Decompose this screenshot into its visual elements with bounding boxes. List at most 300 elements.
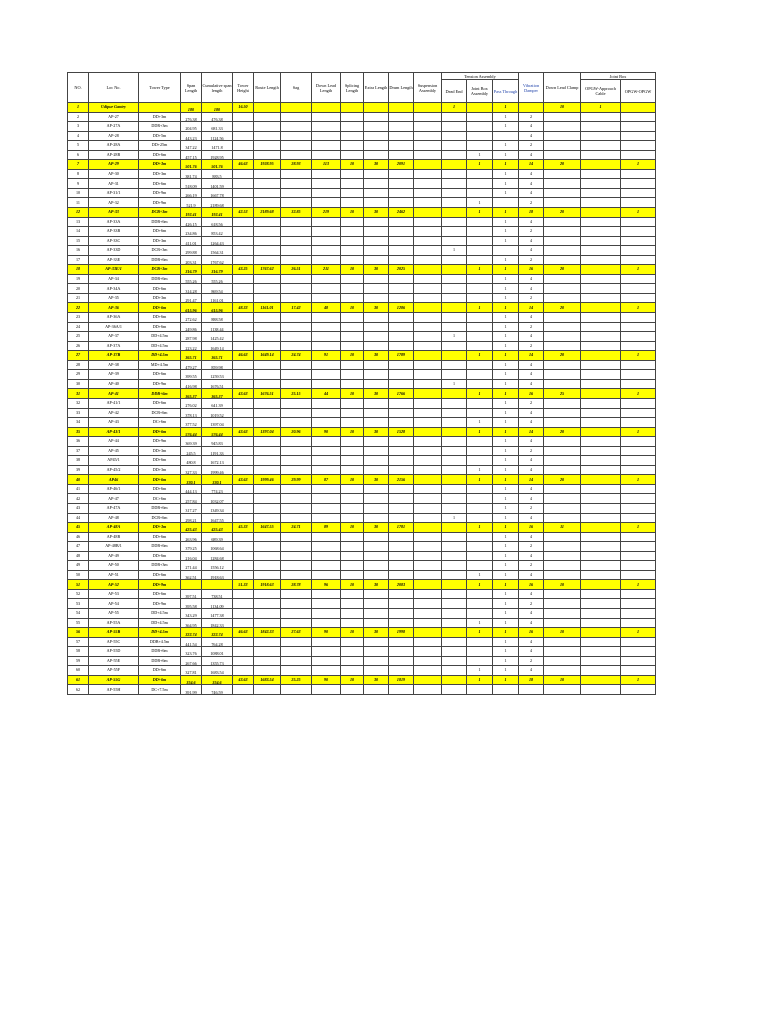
cell-dead: [442, 217, 467, 227]
cell-no: 34: [68, 418, 89, 428]
cell-pass: 1: [493, 475, 519, 485]
cell-sag: [281, 179, 312, 189]
cell-route: [254, 542, 281, 552]
cell-no: 5: [68, 141, 89, 151]
cell-vib: 4: [519, 589, 544, 599]
cell-susp: [414, 561, 442, 571]
cell-jba: [467, 379, 493, 389]
cell-vib: 4: [519, 179, 544, 189]
cell-cum: [202, 341, 233, 351]
cell-type: DDB+3m: [139, 561, 181, 571]
cell-sag: [281, 685, 312, 695]
cell-jba: [467, 608, 493, 618]
cell-drum: 2083: [389, 580, 414, 590]
cell-pass: 1: [493, 656, 519, 666]
cell-opa: [581, 408, 621, 418]
cum-span-value: 180: [213, 107, 221, 113]
span-value: 266.19: [185, 193, 197, 198]
cell-susp: [414, 169, 442, 179]
cell-opa: [581, 322, 621, 332]
cell-opo: [621, 408, 656, 418]
cell-vib: 2: [519, 561, 544, 571]
cell-spl: [341, 379, 364, 389]
cum-span-value: 1672.13: [210, 460, 224, 466]
cell-jba: 1: [467, 465, 493, 475]
cell-th: [233, 313, 254, 323]
cell-jba: [467, 141, 493, 151]
cell-opo: [621, 313, 656, 323]
cell-drum: [389, 341, 414, 351]
cell-span: [181, 141, 202, 151]
cell-dlc: [544, 169, 581, 179]
span-value: 298.21: [185, 517, 197, 523]
cell-drum: [389, 637, 414, 647]
cell-dlc: 10: [544, 103, 581, 113]
cell-opa: [581, 608, 621, 618]
cell-spl: [341, 188, 364, 198]
cell-dlc: 20: [544, 265, 581, 275]
cell-dlc: [544, 313, 581, 323]
cell-no: 7: [68, 160, 89, 170]
group-joint-box: Joint Box: [581, 73, 656, 80]
cell-sag: [281, 217, 312, 227]
cell-jba: [467, 188, 493, 198]
cell-susp: [414, 208, 442, 218]
cell-route: [254, 150, 281, 160]
cell-vib: 16: [519, 628, 544, 638]
cell-spl: 10: [341, 303, 364, 313]
cum-span-value: 2189.68: [210, 202, 224, 208]
cell-jba: 1: [467, 628, 493, 638]
cell-opo: [621, 513, 656, 523]
span-value: 343.29: [185, 613, 197, 619]
cell-drum: 2156: [389, 475, 414, 485]
cell-dll: 96: [312, 580, 341, 590]
cell-span: [181, 103, 202, 113]
cell-spl: 10: [341, 580, 364, 590]
cell-dll: [312, 503, 341, 513]
cell-opa: [581, 599, 621, 609]
cell-no: 18: [68, 265, 89, 275]
cell-jba: [467, 122, 493, 132]
cell-span: [181, 188, 202, 198]
cell-pass: 1: [493, 284, 519, 294]
cell-jba: [467, 685, 493, 695]
cell-opa: [581, 351, 621, 361]
cell-cum: [202, 628, 233, 638]
cell-route: [254, 169, 281, 179]
cell-loc: AP-29: [89, 160, 139, 170]
cell-pass: [493, 131, 519, 141]
cell-vib: 2: [519, 255, 544, 265]
cell-opo: [621, 188, 656, 198]
cell-opo: [621, 236, 656, 246]
cum-span-value: 1556.12: [210, 565, 224, 571]
cum-span-value: 869.54: [211, 288, 223, 294]
table-row: [68, 608, 656, 618]
cell-cum: [202, 685, 233, 695]
cell-opa: [581, 188, 621, 198]
cell-sag: [281, 637, 312, 647]
cell-type: DC+6m: [139, 494, 181, 504]
cell-drum: 2025: [389, 265, 414, 275]
cell-opa: [581, 628, 621, 638]
cell-no: 22: [68, 303, 89, 313]
cell-dead: [442, 341, 467, 351]
cell-dlc: [544, 332, 581, 342]
cell-th: 46.63: [233, 628, 254, 638]
cell-route: [254, 246, 281, 256]
cell-th: [233, 370, 254, 380]
cell-sag: 24.74: [281, 351, 312, 361]
table-row: [68, 589, 656, 599]
cell-type: DD+9m: [139, 580, 181, 590]
col-splicing: Splicing Length: [341, 73, 364, 103]
cell-ext: 30: [364, 303, 389, 313]
cell-opo: [621, 255, 656, 265]
cell-susp: [414, 379, 442, 389]
cell-jba: 1: [467, 418, 493, 428]
cell-span: [181, 293, 202, 303]
cell-type: DCB+6m: [139, 513, 181, 523]
cell-dead: [442, 265, 467, 275]
cell-ext: [364, 112, 389, 122]
cell-route: [254, 284, 281, 294]
cell-sag: [281, 484, 312, 494]
cell-susp: [414, 217, 442, 227]
cell-ext: 30: [364, 265, 389, 275]
col-down-lead: Down Lead Length: [312, 73, 341, 103]
cell-opa: 1: [581, 103, 621, 113]
cell-jba: 1: [467, 303, 493, 313]
cell-no: 3: [68, 122, 89, 132]
cell-dlc: 20: [544, 351, 581, 361]
cell-loc: AP-55H: [89, 685, 139, 695]
cell-ext: [364, 418, 389, 428]
span-value: 425.43: [185, 527, 197, 533]
table-row-highlighted: [68, 523, 656, 533]
cell-th: 51.33: [233, 580, 254, 590]
cum-span-value: 476.38: [211, 116, 223, 122]
cell-dlc: [544, 255, 581, 265]
span-value: 369.39: [185, 441, 197, 447]
cell-sag: [281, 198, 312, 208]
cell-susp: [414, 523, 442, 533]
cell-cum: [202, 418, 233, 428]
table-row: [68, 179, 656, 189]
cell-loc: AP-45: [89, 446, 139, 456]
cell-spl: [341, 408, 364, 418]
cell-ext: [364, 570, 389, 580]
cell-dead: [442, 351, 467, 361]
cell-jba: [467, 274, 493, 284]
cell-opa: [581, 589, 621, 599]
cell-span: [181, 322, 202, 332]
table-row: [68, 637, 656, 647]
cum-span-value: 853.42: [211, 231, 223, 237]
cum-span-value: 618.56: [211, 221, 223, 227]
cell-ext: [364, 141, 389, 151]
span-value: 245.5: [186, 450, 196, 456]
cell-drum: [389, 284, 414, 294]
cell-opa: [581, 427, 621, 437]
col-extra: Extra Length: [364, 73, 389, 103]
cell-pass: 1: [493, 637, 519, 647]
cell-susp: [414, 542, 442, 552]
cum-span-value: 1138.44: [210, 326, 224, 332]
cell-span: [181, 647, 202, 657]
cell-dlc: [544, 379, 581, 389]
cell-cum: [202, 379, 233, 389]
cell-jba: [467, 503, 493, 513]
cell-opa: [581, 274, 621, 284]
cell-drum: [389, 274, 414, 284]
cell-dlc: [544, 408, 581, 418]
cell-span: [181, 628, 202, 638]
cell-vib: 2: [519, 198, 544, 208]
cell-opo: [621, 542, 656, 552]
table-row: [68, 141, 656, 151]
cell-susp: [414, 666, 442, 676]
cell-opo: 1: [621, 351, 656, 361]
cell-jba: 1: [467, 351, 493, 361]
cell-ext: [364, 647, 389, 657]
cell-span: [181, 666, 202, 676]
cell-no: 25: [68, 332, 89, 342]
cell-span: [181, 313, 202, 323]
cell-dlc: [544, 666, 581, 676]
cell-th: [233, 551, 254, 561]
cell-dead: [442, 618, 467, 628]
cell-loc: AP-55: [89, 608, 139, 618]
cell-dlc: [544, 398, 581, 408]
cell-type: DD+3m: [139, 293, 181, 303]
cell-opo: [621, 484, 656, 494]
cell-opa: [581, 675, 621, 685]
cell-sag: [281, 570, 312, 580]
table-row: [68, 227, 656, 237]
cell-dead: [442, 389, 467, 399]
span-value: 365.37: [185, 393, 197, 399]
cum-span-value: 888.58: [211, 317, 223, 323]
table-row: [68, 322, 656, 332]
cell-opo: 1: [621, 303, 656, 313]
cell-no: 20: [68, 284, 89, 294]
cell-span: [181, 217, 202, 227]
cell-opa: [581, 666, 621, 676]
cell-susp: [414, 589, 442, 599]
cell-dll: [312, 131, 341, 141]
cell-route: [254, 122, 281, 132]
cell-sag: 24.71: [281, 523, 312, 533]
cell-opa: [581, 551, 621, 561]
cum-span-value: 764.28: [211, 641, 223, 647]
span-value: 364.95: [185, 622, 197, 628]
cum-span-value: 615.96: [211, 307, 223, 313]
cell-pass: 1: [493, 389, 519, 399]
span-value: 272.62: [185, 317, 197, 323]
cell-vib: 4: [519, 236, 544, 246]
cell-loc: AP-55A: [89, 618, 139, 628]
cell-drum: [389, 484, 414, 494]
table-row: [68, 370, 656, 380]
cell-route: [254, 513, 281, 523]
cell-pass: 1: [493, 265, 519, 275]
cell-no: 60: [68, 666, 89, 676]
cell-cum: [202, 370, 233, 380]
cell-dlc: [544, 551, 581, 561]
cell-dead: [442, 408, 467, 418]
cell-th: [233, 246, 254, 256]
cell-route: [254, 647, 281, 657]
cell-pass: 1: [493, 465, 519, 475]
cell-vib: 14: [519, 303, 544, 313]
cum-span-value: 555.26: [211, 279, 223, 284]
cell-no: 43: [68, 503, 89, 513]
cell-sag: [281, 341, 312, 351]
cell-opa: [581, 561, 621, 571]
cell-route: [254, 666, 281, 676]
cell-th: [233, 437, 254, 447]
cell-susp: [414, 188, 442, 198]
cell-loc: AP-33B: [89, 227, 139, 237]
cell-dlc: [544, 656, 581, 666]
cell-sag: [281, 284, 312, 294]
cell-cum: [202, 332, 233, 342]
cell-vib: 4: [519, 332, 544, 342]
cum-span-value: 425.43: [211, 527, 223, 533]
cell-route: [254, 332, 281, 342]
cell-loc: AP-37B: [89, 351, 139, 361]
cum-span-value: 316.79: [211, 269, 223, 275]
cell-ext: [364, 341, 389, 351]
cell-loc: AP-42: [89, 408, 139, 418]
cell-vib: 2: [519, 322, 544, 332]
cell-drum: [389, 561, 414, 571]
cell-drum: [389, 379, 414, 389]
col-sag: Sag: [281, 73, 312, 103]
cell-spl: 10: [341, 351, 364, 361]
cell-ext: 30: [364, 208, 389, 218]
cell-susp: [414, 198, 442, 208]
cell-span: [181, 379, 202, 389]
table-row: [68, 456, 656, 466]
cell-susp: [414, 608, 442, 618]
cell-no: 32: [68, 398, 89, 408]
cell-cum: [202, 666, 233, 676]
cell-drum: [389, 456, 414, 466]
cell-dll: [312, 513, 341, 523]
cell-sag: [281, 513, 312, 523]
cell-jba: 1: [467, 208, 493, 218]
cell-no: 2: [68, 112, 89, 122]
cell-pass: 1: [493, 274, 519, 284]
cell-sag: 20.96: [281, 427, 312, 437]
cell-dll: [312, 322, 341, 332]
cell-pass: 1: [493, 141, 519, 151]
cell-spl: [341, 131, 364, 141]
cell-opa: [581, 456, 621, 466]
cell-dll: [312, 284, 341, 294]
cell-opa: [581, 255, 621, 265]
cell-vib: 4: [519, 484, 544, 494]
cell-pass: 1: [493, 313, 519, 323]
cell-sag: 17.42: [281, 303, 312, 313]
cell-pass: 1: [493, 628, 519, 638]
cell-opo: [621, 341, 656, 351]
cell-route: [254, 179, 281, 189]
cell-vib: 2: [519, 293, 544, 303]
cell-type: DCB+3m: [139, 246, 181, 256]
cell-ext: [364, 198, 389, 208]
cell-route: [254, 656, 281, 666]
cell-cum: [202, 503, 233, 513]
table-row-highlighted: [68, 427, 656, 437]
cell-drum: [389, 503, 414, 513]
cell-sag: 28.78: [281, 580, 312, 590]
cell-route: [254, 198, 281, 208]
span-value: 192.41: [185, 212, 197, 218]
cell-opo: [621, 141, 656, 151]
cell-opa: [581, 523, 621, 533]
cell-drum: [389, 313, 414, 323]
cell-ext: [364, 503, 389, 513]
cell-drum: [389, 217, 414, 227]
cell-type: DD+3m: [139, 160, 181, 170]
cell-type: DD+6m: [139, 284, 181, 294]
cell-opa: [581, 131, 621, 141]
cell-ext: [364, 551, 389, 561]
cell-th: 16.50: [233, 103, 254, 113]
table-row: [68, 656, 656, 666]
cell-type: MD+4.5m: [139, 360, 181, 370]
cell-cum: [202, 608, 233, 618]
cell-spl: [341, 122, 364, 132]
cell-dead: [442, 628, 467, 638]
span-value: 234.86: [185, 231, 197, 237]
cell-opa: [581, 570, 621, 580]
cell-sag: [281, 122, 312, 132]
cell-cum: [202, 656, 233, 666]
cell-sag: [281, 503, 312, 513]
cell-opo: 1: [621, 523, 656, 533]
cell-type: DD+4.5m: [139, 628, 181, 638]
cell-drum: 1766: [389, 389, 414, 399]
cell-spl: [341, 542, 364, 552]
cell-th: [233, 618, 254, 628]
cell-cum: [202, 408, 233, 418]
cell-ext: [364, 408, 389, 418]
cell-cum: [202, 475, 233, 485]
col-cum-span: Cumulative span length: [202, 73, 233, 103]
cell-dlc: [544, 274, 581, 284]
cell-th: [233, 227, 254, 237]
cell-opo: [621, 589, 656, 599]
span-value: 399.55: [185, 374, 197, 380]
cell-dlc: [544, 608, 581, 618]
cell-span: [181, 475, 202, 485]
cell-dead: [442, 446, 467, 456]
cell-th: 45.33: [233, 523, 254, 533]
cell-spl: [341, 179, 364, 189]
opgw-schedule-table: [67, 72, 656, 695]
cell-pass: 1: [493, 370, 519, 380]
cell-spl: [341, 446, 364, 456]
cell-loc: AP-32: [89, 198, 139, 208]
cell-dll: [312, 456, 341, 466]
cell-loc: AP-37A: [89, 341, 139, 351]
cell-vib: 18: [519, 208, 544, 218]
